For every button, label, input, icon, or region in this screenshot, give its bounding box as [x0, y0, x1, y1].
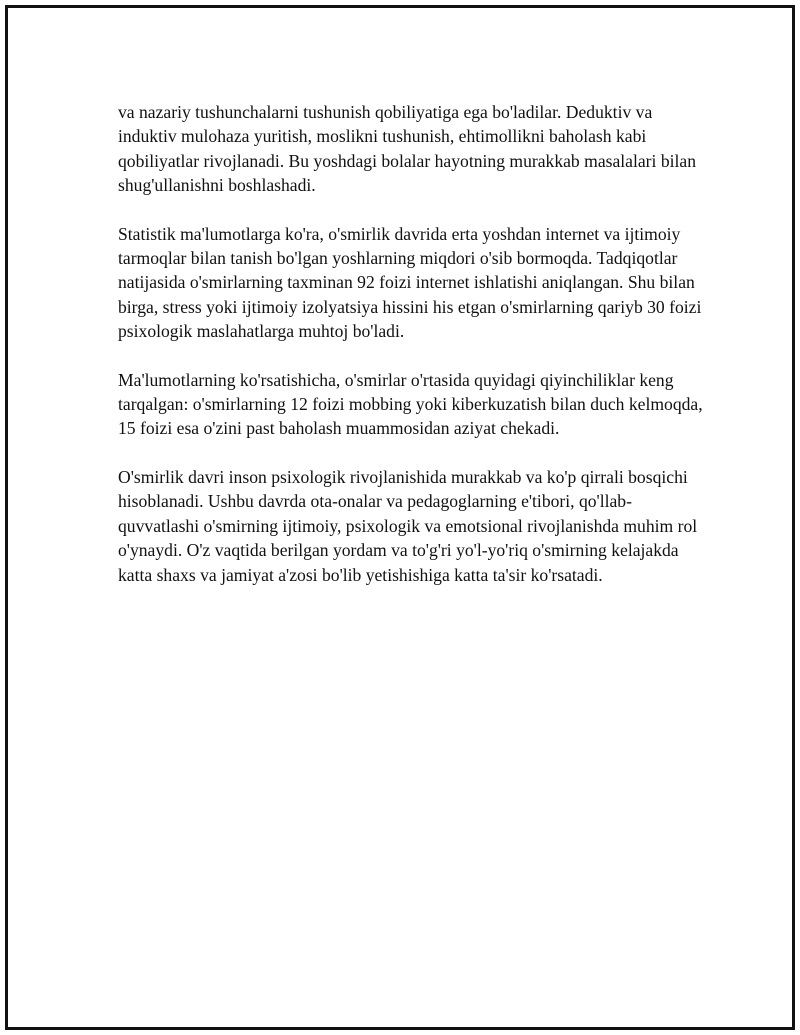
paragraph-2: Statistik ma'lumotlarga ko'ra, o'smirlik davrida erta yoshdan internet va ijtimoiy tarmoqlar bilan tanish bo'lgan yoshlarning miqdori o'sib bormoqda. Tadqiqotlar natijasida o'smirlarning taxminan 92 foizi internet ishlatishi aniqlangan. Shu bilan birga, stress yoki ijtimoiy izolyatsiya hissini his etgan o'smirlarning qariyb 30 foizi psixologik maslahatlarga muhtoj bo'ladi.: [118, 223, 702, 342]
paragraph-3: Ma'lumotlarning ko'rsatishicha, o'smirlar o'rtasida quyidagi qiyinchiliklar keng tarqalgan: o'smirlarning 12 foizi mobbing yoki kiberkuzatish bilan duch kelmoqda, 15 foizi esa o'zini past baholash muammosidan aziyat chekadi.: [118, 369, 703, 439]
paragraph-4: O'smirlik davri inson psixologik rivojlanishida murakkab va ko'p qirrali bosqichi hisoblanadi. Ushbu davrda ota-onalar va pedagoglarning e'tibori, qo'llab-quvvatlashi o'smirning ijtimoiy, psixologik va emotsional rivojlanishda muhim rol o'ynaydi. O'z vaqtida berilgan yordam va to'g'ri yo'l-yo'riq o'smirning kelajakda katta shaxs va jamiyat a'zosi bo'lib yetishishiga katta ta'sir ko'rsatadi.: [118, 466, 698, 585]
paragraph-1: va nazariy tushunchalarni tushunish qobiliyatiga ega bo'ladilar. Deduktiv va induktiv mulohaza yuritish, moslikni tushunish, ehtimollikni baholash kabi qobiliyatlar rivojlanadi. Bu yoshdagi bolalar hayotning murakkab masalalari bilan shug'ullanishni boshlashadi.: [118, 102, 696, 196]
page-border: [5, 5, 795, 1030]
document-body: [118, 100, 708, 611]
